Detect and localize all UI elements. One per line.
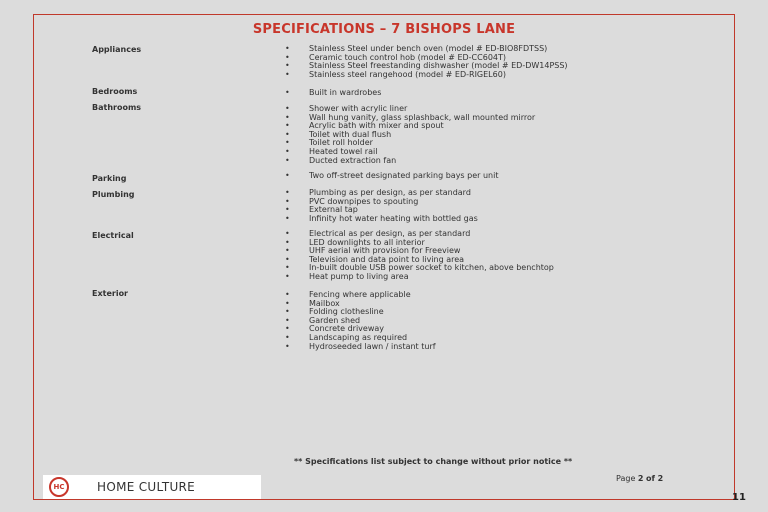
list-item: • Garden shed: [285, 317, 705, 326]
item-list: [285, 189, 705, 223]
list-item: • Two off-street designated parking bays per unit: [285, 172, 705, 181]
list-item: • Television and data point to living area: [285, 256, 705, 265]
list-item: • PVC downpipes to spouting: [285, 198, 705, 207]
home-culture-logo: [43, 475, 261, 499]
item-list: [285, 45, 705, 79]
disclaimer-note: ** Specifications list subject to change without prior notice **: [294, 457, 573, 466]
item-list: [285, 291, 705, 351]
list-item: • Heat pump to living area: [285, 273, 705, 282]
page-title: SPECIFICATIONS – 7 BISHOPS LANE: [252, 22, 516, 37]
page-prefix: Page: [616, 474, 636, 483]
list-item: • Hydroseeded lawn / instant turf: [285, 343, 705, 352]
section-label: Plumbing: [92, 190, 135, 199]
list-item: • Plumbing as per design, as per standard: [285, 189, 705, 198]
list-item: • Ceramic touch control hob (model # ED-CC604T): [285, 54, 705, 63]
list-item: • Toilet roll holder: [285, 139, 705, 148]
list-item: • Stainless Steel freestanding dishwasher (model # ED-DW14PSS): [285, 62, 705, 71]
section-label: Exterior: [92, 289, 129, 298]
item-list: [285, 172, 705, 181]
list-item: • LED downlights to all interior: [285, 239, 705, 248]
section-label: Appliances: [92, 45, 142, 54]
page-of: of: [646, 474, 656, 483]
list-item: • Fencing where applicable: [285, 291, 705, 300]
list-item: • Heated towel rail: [285, 148, 705, 157]
list-item: • Infinity hot water heating with bottled gas: [285, 215, 705, 224]
page-total: 2: [657, 474, 664, 483]
list-item: • Electrical as per design, as per standard: [285, 230, 705, 239]
list-item: • Built in wardrobes: [285, 89, 705, 98]
list-item: • In-built double USB power socket to kitchen, above benchtop: [285, 264, 705, 273]
item-list: [285, 89, 705, 98]
list-item: • External tap: [285, 206, 705, 215]
list-item: • Stainless Steel under bench oven (model # ED-BIO8FDTSS): [285, 45, 705, 54]
page-number: [616, 474, 663, 483]
page-current: 2: [637, 474, 644, 483]
list-item: • Toilet with dual flush: [285, 131, 705, 140]
logo-mark-icon: HC: [49, 477, 69, 497]
logo-text: HOME CULTURE: [97, 480, 196, 494]
section-label: Electrical: [92, 231, 134, 240]
section-label: Bedrooms: [92, 87, 138, 96]
section-label: Parking: [92, 174, 127, 183]
list-item: • Wall hung vanity, glass splashback, wall mounted mirror: [285, 114, 705, 123]
list-item: • Stainless steel rangehood (model # ED-RIGEL60): [285, 71, 705, 80]
list-item: • Shower with acrylic liner: [285, 105, 705, 114]
item-list: [285, 230, 705, 282]
list-item: • Folding clothesline: [285, 308, 705, 317]
list-item: • Acrylic bath with mixer and spout: [285, 122, 705, 131]
list-item: • Concrete driveway: [285, 325, 705, 334]
corner-page-number: 11: [732, 492, 746, 503]
section-label: Bathrooms: [92, 103, 142, 112]
list-item: • Mailbox: [285, 300, 705, 309]
list-item: • Landscaping as required: [285, 334, 705, 343]
list-item: • Ducted extraction fan: [285, 157, 705, 166]
spec-sheet: [33, 14, 735, 500]
item-list: [285, 105, 705, 165]
list-item: • UHF aerial with provision for Freeview: [285, 247, 705, 256]
